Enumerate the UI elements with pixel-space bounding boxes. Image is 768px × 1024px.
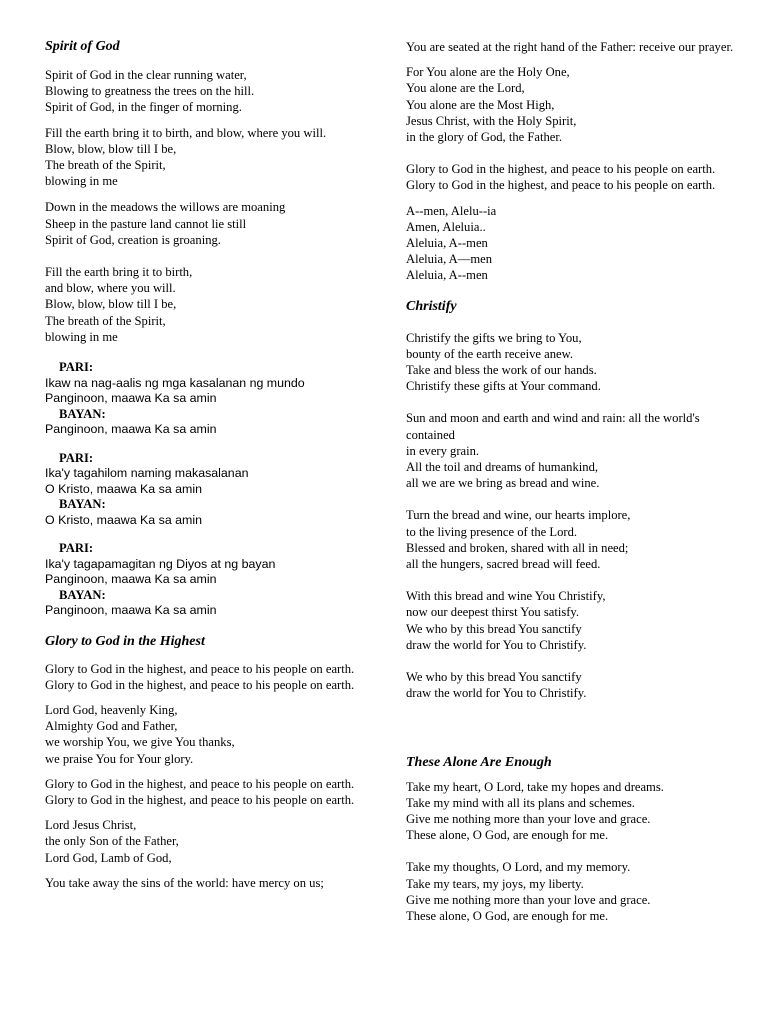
lyric-line: Take and bless the work of our hands. — [406, 363, 597, 378]
lyric-line: Glory to God in the highest, and peace to his people on earth. Glory to God in the highest, and peace to his people on earth. — [45, 661, 355, 692]
litany-block-3 — [45, 541, 370, 619]
pari-label: PARI: — [59, 360, 94, 375]
lyric-line: Fill the earth bring it to birth, and blow, where you will. — [45, 125, 327, 140]
lyric-line: Christify the gifts we bring to You, — [406, 330, 582, 345]
christify-stanza-1 — [406, 330, 736, 395]
lyric-line: Take my thoughts, O Lord, and my memory. — [406, 860, 631, 875]
lyric-line: in every grain. — [406, 443, 480, 458]
lyric-line: Sheep in the pasture land cannot lie still — [45, 216, 247, 231]
pari-text: Ikaw na nag-aalis ng mga kasalanan ng mundo — [45, 375, 305, 390]
these-alone-title: These Alone Are Enough — [406, 754, 552, 770]
lyric-line: You take away the sins of the world: have mercy on us; — [45, 875, 324, 890]
lyric-line: Sun and moon and earth and wind and rain: all the world's contained — [406, 411, 700, 442]
lyric-line: in the glory of God, the Father. — [406, 130, 562, 145]
lyric-line: Amen, Aleluia.. — [406, 219, 486, 234]
lyric-line: we worship You, we give You thanks, — [45, 735, 235, 750]
pari-label: PARI: — [59, 541, 94, 556]
lyric-line: For You alone are the Holy One, — [406, 65, 570, 80]
glory-paragraph-4 — [45, 817, 370, 866]
spirit-stanza-4 — [45, 264, 370, 345]
spirit-stanza-2 — [45, 125, 370, 190]
lyric-line: Give me nothing more than your love and grace. — [406, 811, 651, 826]
lyric-line: Aleluia, A--men — [406, 236, 488, 251]
lyric-line: We who by this bread You sanctify — [406, 621, 582, 636]
litany-block-2 — [45, 451, 370, 529]
lyric-line: All the toil and dreams of humankind, — [406, 460, 599, 475]
spirit-stanza-1 — [45, 67, 370, 116]
lyric-line: Lord Jesus Christ, — [45, 818, 137, 833]
lyric-line: Spirit of God, in the finger of morning. — [45, 100, 242, 115]
bayan-label: BAYAN: — [59, 497, 106, 512]
pari-response: Panginoon, maawa Ka sa amin — [45, 572, 217, 587]
right-column — [406, 39, 736, 924]
lyric-line: You alone are the Most High, — [406, 97, 555, 112]
lyric-line: Blessed and broken, shared with all in need; — [406, 540, 629, 555]
glory-paragraph-5 — [45, 875, 370, 891]
bayan-text: Panginoon, maawa Ka sa amin — [45, 422, 217, 437]
lyric-line: Fill the earth bring it to birth, — [45, 265, 193, 280]
lyric-line: A--men, Alelu--ia — [406, 203, 497, 218]
lyric-line: Give me nothing more than your love and grace. — [406, 892, 651, 907]
lyric-line: You alone are the Lord, — [406, 81, 525, 96]
bayan-text: Panginoon, maawa Ka sa amin — [45, 603, 217, 618]
lyric-line: draw the world for You to Christify. — [406, 686, 587, 701]
lyric-line: These alone, O God, are enough for me. — [406, 908, 609, 923]
lyric-line: Down in the meadows the willows are moaning — [45, 200, 286, 215]
lyric-line: Spirit of God in the clear running water, — [45, 68, 247, 82]
bayan-label: BAYAN: — [59, 587, 106, 602]
pari-text: Ika'y tagapamagitan ng Diyos at ng bayan — [45, 556, 276, 571]
pari-label: PARI: — [59, 450, 94, 465]
glory-cont-paragraph-3 — [406, 161, 736, 193]
left-column — [45, 38, 370, 891]
litany-block-1 — [45, 360, 370, 438]
glory-paragraph-3 — [45, 776, 370, 808]
lyric-line: and blow, where you will. — [45, 281, 176, 296]
lyric-line: Lord God, heavenly King, — [45, 702, 178, 717]
pari-response: Panginoon, maawa Ka sa amin — [45, 391, 217, 406]
lyric-line: We who by this bread You sanctify — [406, 670, 582, 685]
lyric-line: blowing in me — [45, 174, 118, 189]
glory-cont-paragraph-1 — [406, 39, 736, 55]
lyric-line: to the living presence of the Lord. — [406, 524, 578, 539]
lyric-line: With this bread and wine You Christify, — [406, 589, 606, 604]
lyric-line: the only Son of the Father, — [45, 834, 179, 849]
amen-block — [406, 203, 736, 284]
lyric-line: draw the world for You to Christify. — [406, 637, 587, 652]
glory-cont-paragraph-2 — [406, 64, 736, 145]
glory-paragraph-2 — [45, 702, 370, 767]
lyric-line: Turn the bread and wine, our hearts implore, — [406, 508, 631, 523]
lyric-line: Spirit of God, creation is groaning. — [45, 232, 221, 247]
glory-paragraph-1 — [45, 661, 370, 693]
lyric-line: now our deepest thirst You satisfy. — [406, 605, 580, 620]
spirit-of-god-title: Spirit of God — [45, 39, 120, 54]
lyric-line: Take my mind with all its plans and schemes. — [406, 795, 635, 810]
glory-to-god-title: Glory to God in the Highest — [45, 633, 205, 649]
lyric-line: Take my tears, my joys, my liberty. — [406, 876, 584, 891]
lyric-line: we praise You for Your glory. — [45, 751, 194, 766]
bayan-text: O Kristo, maawa Ka sa amin — [45, 512, 203, 527]
lyric-line: Almighty God and Father, — [45, 719, 178, 734]
lyric-line: Take my heart, O Lord, take my hopes and dreams. — [406, 779, 664, 794]
alone-stanza-1 — [406, 779, 736, 844]
lyric-line: Aleluia, A--men — [406, 268, 488, 283]
lyric-line: Blowing to greatness the trees on the hill. — [45, 84, 255, 99]
lyric-line: Christify these gifts at Your command. — [406, 379, 601, 394]
lyric-line: The breath of the Spirit, — [45, 158, 166, 173]
christify-stanza-2 — [406, 410, 736, 491]
lyric-line: Glory to God in the highest, and peace to his people on earth. Glory to God in the highest, and peace to his people on earth. — [45, 776, 355, 807]
lyric-line: Lord God, Lamb of God, — [45, 850, 172, 865]
pari-response: O Kristo, maawa Ka sa amin — [45, 481, 203, 496]
christify-stanza-5 — [406, 669, 736, 701]
christify-title: Christify — [406, 298, 457, 314]
lyric-line: bounty of the earth receive anew. — [406, 346, 574, 361]
christify-stanza-3 — [406, 507, 736, 572]
lyric-line: Jesus Christ, with the Holy Spirit, — [406, 113, 577, 128]
lyric-line: Blow, blow, blow till I be, — [45, 141, 177, 156]
lyric-line: Glory to God in the highest, and peace to his people on earth. Glory to God in the highest, and peace to his people on earth. — [406, 162, 716, 193]
lyric-line: all the hungers, sacred bread will feed. — [406, 557, 601, 572]
bayan-label: BAYAN: — [59, 406, 106, 421]
pari-text: Ika'y tagahilom naming makasalanan — [45, 466, 249, 481]
lyric-line: Aleluia, A—men — [406, 252, 493, 267]
lyric-line: all we are we bring as bread and wine. — [406, 476, 600, 491]
lyric-line: Blow, blow, blow till I be, — [45, 297, 177, 312]
lyric-line: blowing in me — [45, 329, 118, 344]
alone-stanza-2 — [406, 859, 736, 924]
lyric-line: These alone, O God, are enough for me. — [406, 828, 609, 843]
christify-stanza-4 — [406, 588, 736, 653]
lyric-line: The breath of the Spirit, — [45, 313, 166, 328]
lyric-line: You are seated at the right hand of the Father: receive our prayer. — [406, 40, 734, 54]
spirit-stanza-3 — [45, 199, 370, 248]
